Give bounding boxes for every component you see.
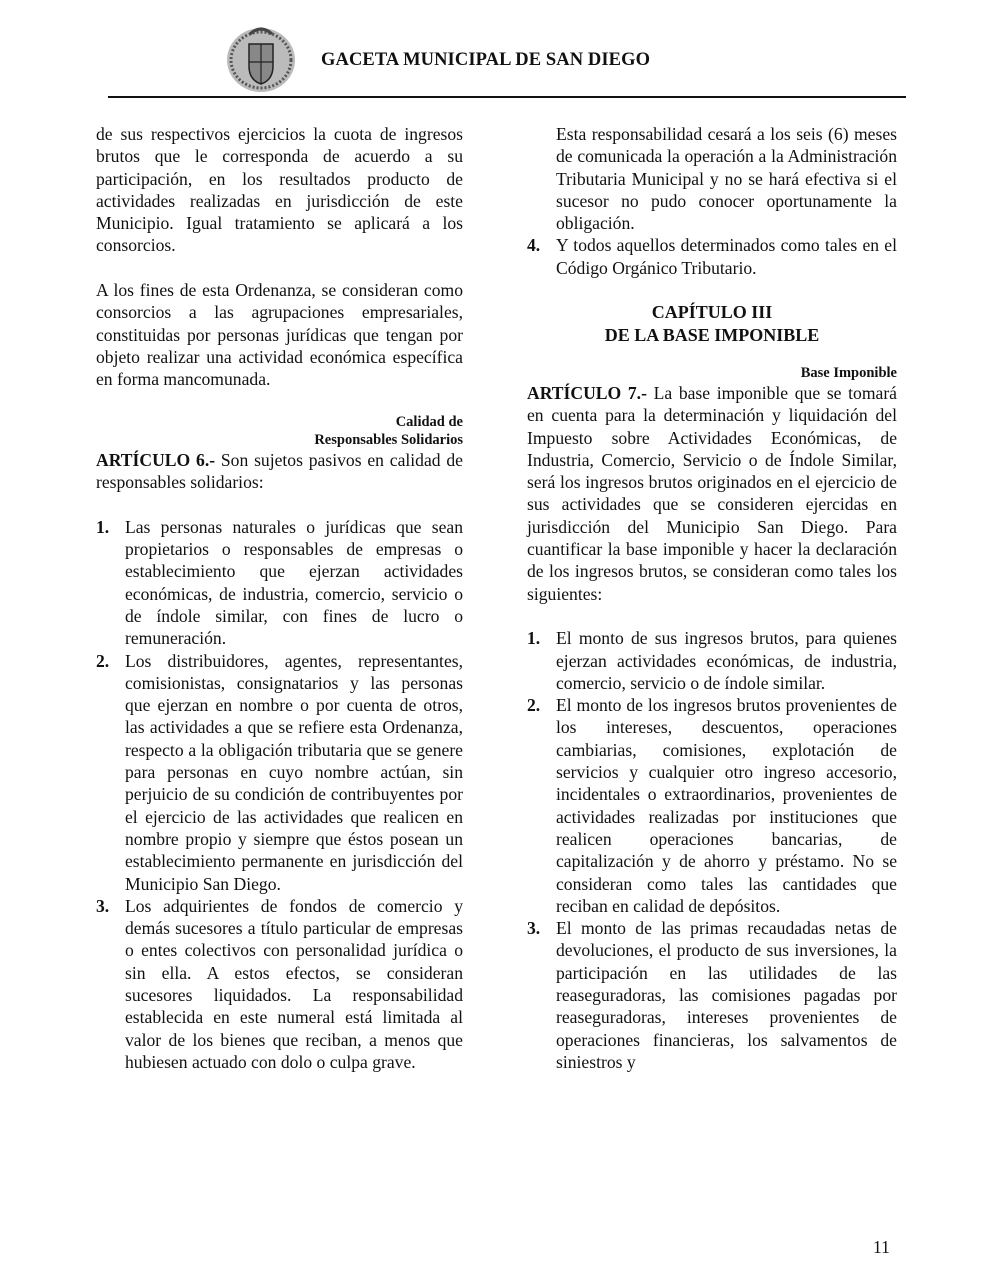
list-item: [527, 234, 897, 279]
article-text: Son sujetos pasivos en calidad de responsables solidarios:: [96, 449, 463, 493]
item-text: El monto de sus ingresos brutos, para quienes ejerzan actividades económicas, de industria, comercio, servicio o de índole similar.: [556, 628, 897, 693]
item-text: Los distribuidores, agentes, representantes, comisionistas, consignatarios y las personas que ejerzan en nombre o por cuenta de otros, las actividades a que se refiere esta Ordenanza, respecto a la obligación tributaria que se genere para personas en cuyo nombre actúan, sin perjuicio de su condición de contribuyentes por el ejercicio de las actividades que realicen en nombre propio y siempre que éstos posean un establecimiento permanente en jurisdicción del Municipio San Diego.: [125, 650, 463, 894]
item-number: 1.: [96, 516, 110, 537]
item-text: El monto de los ingresos brutos provenientes de los intereses, descuentos, operaciones cambiarias, comisiones, explotación de servicios y cualquier otro ingreso accesorio, incidentales o extraordinarios, provenientes de actividades realizadas por instituciones que realicen operaciones bancarias, de capitalización y de ahorro y préstamo. No se consideran como tales las cantidades que reciban en calidad de depósitos.: [556, 695, 897, 916]
chapter-number: CAPÍTULO III: [651, 302, 773, 323]
chapter-title: DE LA BASE IMPONIBLE: [604, 324, 820, 345]
side-heading: [96, 413, 463, 449]
right-column: [527, 123, 897, 1073]
page-number: 11: [873, 1237, 890, 1257]
side-heading-line: Calidad de: [395, 413, 463, 430]
paragraph: de sus respectivos ejercicios la cuota de ingresos brutos que le corresponda de acuerdo a su participación, en los resultados producto de actividades realizadas en jurisdicción de este Municipio. Igual tratamiento se aplicará a los consorcios.: [96, 124, 463, 256]
side-heading-line: Responsables Solidarios: [314, 431, 463, 448]
left-column: [96, 123, 463, 1073]
item-number: 3.: [96, 895, 110, 916]
municipal-coat-of-arms-logo: [222, 22, 300, 94]
item-number: 2.: [96, 650, 110, 671]
item-number: 2.: [527, 695, 541, 716]
paragraph: A los fines de esta Ordenanza, se consideran como consorcios a las agrupaciones empresariales, constituidas por personas jurídicas que tengan por objeto realizar una actividad económica específica en forma mancomunada.: [96, 280, 463, 390]
item-text: Y todos aquellos determinados como tales en el Código Orgánico Tributario.: [556, 235, 897, 278]
item-text: Las personas naturales o jurídicas que sean propietarios o responsables de empresas o establecimiento que ejerzan actividades económicas, de industria, comercio, servicio o de índole similar, con fines de lucro o remuneración.: [125, 516, 463, 649]
item-continuation: Esta responsabilidad cesará a los seis (6) meses de comunicada la operación a la Administración Tributaria Municipal y no se hará efectiva si el sucesor no pudo conocer oportunamente la obligación.: [556, 124, 897, 234]
responsables-list: [96, 516, 463, 1073]
item-text: Los adquirientes de fondos de comercio y demás sucesores a título particular de empresas o entes colectivos con personalidad jurídica o sin ella. A estos efectos, se consideran sucesores liquidados. La responsabilidad establecida en este numeral está limitada al valor de los bienes que reciban, a menos que hubiesen actuado con dolo o culpa grave.: [125, 895, 463, 1072]
chapter-heading: [527, 301, 897, 346]
list-item: [527, 917, 897, 1073]
article-6: [96, 449, 463, 494]
item-number: 1.: [527, 628, 541, 649]
list-item: [527, 694, 897, 917]
base-imponible-list: [527, 627, 897, 1073]
responsables-list-continued: [527, 234, 897, 279]
item-number: 4.: [527, 235, 541, 256]
list-item: [96, 650, 463, 895]
item-number: 3.: [527, 918, 541, 939]
article-text: La base imponible que se tomará en cuenta para la determinación y liquidación del Impuesto sobre Actividades Económicas, de Industria, Comercio, Servicio o de Índole Similar, será los ingresos brutos originados en el ejercicio de sus actividades que se consideren ejercidas en jurisdicción del Municipio San Diego. Para cuantificar la base imponible y hacer la declaración de los ingresos brutos, se consideran como tales los siguientes:: [527, 382, 897, 604]
list-item: [96, 516, 463, 650]
gazette-title: GACETA MUNICIPAL DE SAN DIEGO: [321, 50, 651, 70]
article-label: ARTÍCULO 7.-: [527, 382, 647, 403]
item-text: El monto de las primas recaudadas netas de devoluciones, el producto de sus inversiones, la participación en las utilidades de las reaseguradoras, las comisiones pagadas por reaseguradoras, intereses provenientes de operaciones financieras, los salvamentos de siniestros y: [556, 918, 897, 1072]
article-label: ARTÍCULO 6.-: [96, 449, 216, 470]
side-heading: Base Imponible: [800, 364, 897, 381]
list-item: [527, 627, 897, 694]
article-7: [527, 382, 897, 605]
header-divider: [108, 96, 906, 98]
list-item: [96, 895, 463, 1073]
